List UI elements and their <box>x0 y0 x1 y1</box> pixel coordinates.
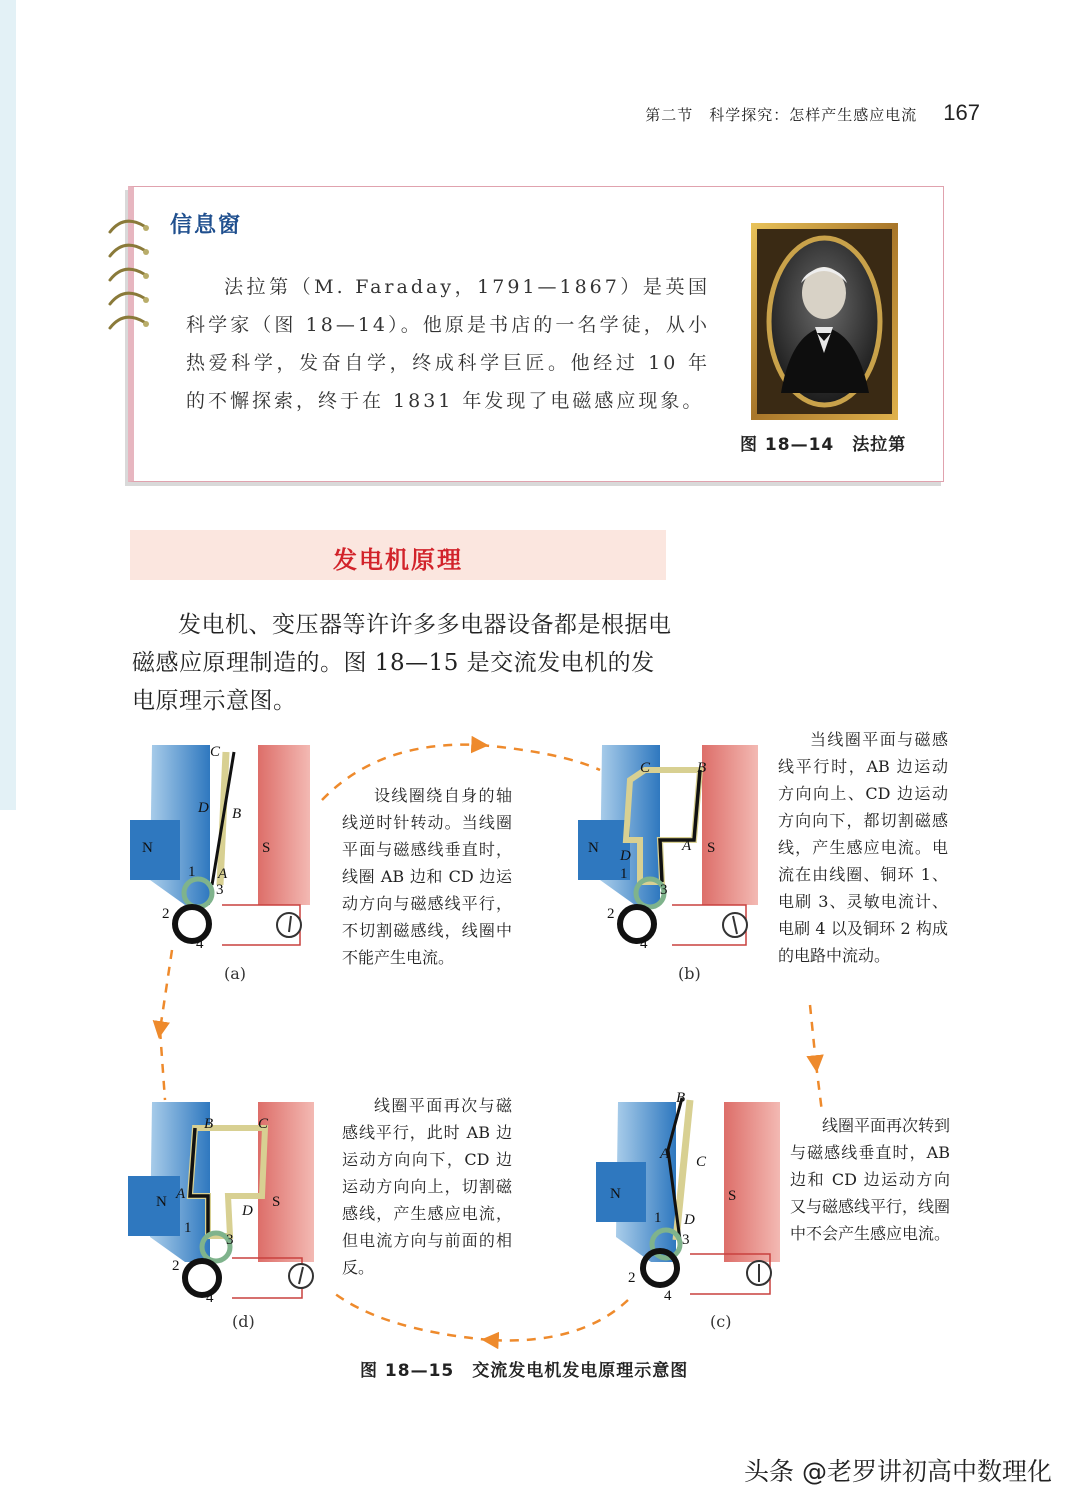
label-b-N: N <box>588 840 599 856</box>
panel-a <box>130 745 310 945</box>
label-b-C: C <box>640 760 651 776</box>
label-d-2: 2 <box>172 1258 180 1274</box>
label-d-B: B <box>204 1116 214 1132</box>
watermark: 头条 @老罗讲初高中数理化 <box>744 1457 1052 1486</box>
panel-c-label: (c) <box>710 1312 732 1331</box>
panel-b <box>578 745 758 945</box>
label-b-B: B <box>697 760 707 776</box>
label-c-S: S <box>728 1188 737 1204</box>
label-a-S: S <box>262 840 271 856</box>
info-window-title: 信息窗 <box>170 213 243 238</box>
label-d-N: N <box>156 1194 167 1210</box>
label-c-3: 3 <box>682 1232 690 1248</box>
label-d-D: D <box>242 1203 253 1219</box>
panel-d-description: 线圈平面再次与磁感线平行，此时 AB 边运动方向向下，CD 边运动方向向上，切割磁感线，产生感应电流，但电流方向与前面的相反。 <box>342 1096 512 1277</box>
label-c-C: C <box>696 1154 707 1170</box>
label-b-2: 2 <box>607 906 615 922</box>
label-a-A: A <box>218 866 228 882</box>
label-b-4: 4 <box>640 936 648 952</box>
label-c-1: 1 <box>654 1210 662 1226</box>
label-a-B: B <box>232 806 242 822</box>
label-c-A: A <box>660 1146 670 1162</box>
body-paragraph: 发电机、变压器等许许多多电器设备都是根据电磁感应原理制造的。图 18—15 是交流发电机的发电原理示意图。 <box>132 612 672 714</box>
label-d-3: 3 <box>226 1232 234 1248</box>
faraday-portrait <box>751 223 898 420</box>
section-heading: 第二节 科学探究：怎样产生感应电流 <box>645 106 918 124</box>
label-c-2: 2 <box>628 1270 636 1286</box>
info-window-text: 法拉第（M. Faraday，1791—1867）是英国科学家（图 18—14）。他原是书店的一名学徒，从小热爱科学，发奋自学，终成科学巨匠。他经过 10 年的不懈探索，终于在 1831 年发现了电磁感应现象。 <box>186 276 710 412</box>
label-d-1: 1 <box>184 1220 192 1236</box>
portrait-caption: 图 18—14 法拉第 <box>740 435 907 455</box>
label-a-3: 3 <box>216 882 224 898</box>
label-a-4: 4 <box>196 936 204 952</box>
section-bar <box>130 530 666 580</box>
panel-a-description: 设线圈绕自身的轴线逆时针转动。当线圈平面与磁感线垂直时，线圈 AB 边和 CD 边运动方向与磁感线平行，不切割磁感线，线圈中不能产生电流。 <box>342 786 512 967</box>
running-header <box>645 100 980 126</box>
label-c-N: N <box>610 1186 621 1202</box>
panel-a-label: (a) <box>224 964 247 983</box>
figure-caption: 图 18—15 交流发电机发电原理示意图 <box>360 1361 689 1381</box>
label-b-S: S <box>707 840 716 856</box>
page-number: 167 <box>943 100 980 125</box>
label-a-C: C <box>210 744 221 760</box>
label-b-3: 3 <box>660 882 668 898</box>
panel-b-label: (b) <box>678 964 701 983</box>
panel-b-description: 当线圈平面与磁感线平行时，AB 边运动方向向上、CD 边运动方向向下，都切割磁感线，产生感应电流。电流在由线圈、铜环 1、电刷 3、灵敏电流计、电刷 4 以及铜环 2 构成的电路中流动。 <box>778 730 948 965</box>
label-d-4: 4 <box>206 1290 214 1306</box>
panel-c-description: 线圈平面再次转到与磁感线垂直时，AB 边和 CD 边运动方向又与磁感线平行，线圈中不会产生感应电流。 <box>790 1116 951 1243</box>
label-a-1: 1 <box>188 864 196 880</box>
label-a-D: D <box>198 800 209 816</box>
label-c-D: D <box>684 1212 695 1228</box>
notebook-rings-icon <box>104 212 156 336</box>
label-b-D: D <box>620 848 631 864</box>
panel-d-label: (d) <box>232 1312 255 1331</box>
label-d-C: C <box>258 1116 269 1132</box>
label-b-1: 1 <box>620 866 628 882</box>
section-title: 发电机原理 <box>333 546 463 574</box>
label-a-2: 2 <box>162 906 170 922</box>
label-d-A: A <box>176 1186 186 1202</box>
page-edge-strip <box>0 0 16 810</box>
label-d-S: S <box>272 1194 281 1210</box>
panel-c <box>596 1098 780 1294</box>
label-c-B: B <box>676 1090 686 1106</box>
label-c-4: 4 <box>664 1288 672 1304</box>
label-b-A: A <box>682 838 692 854</box>
label-a-N: N <box>142 840 153 856</box>
